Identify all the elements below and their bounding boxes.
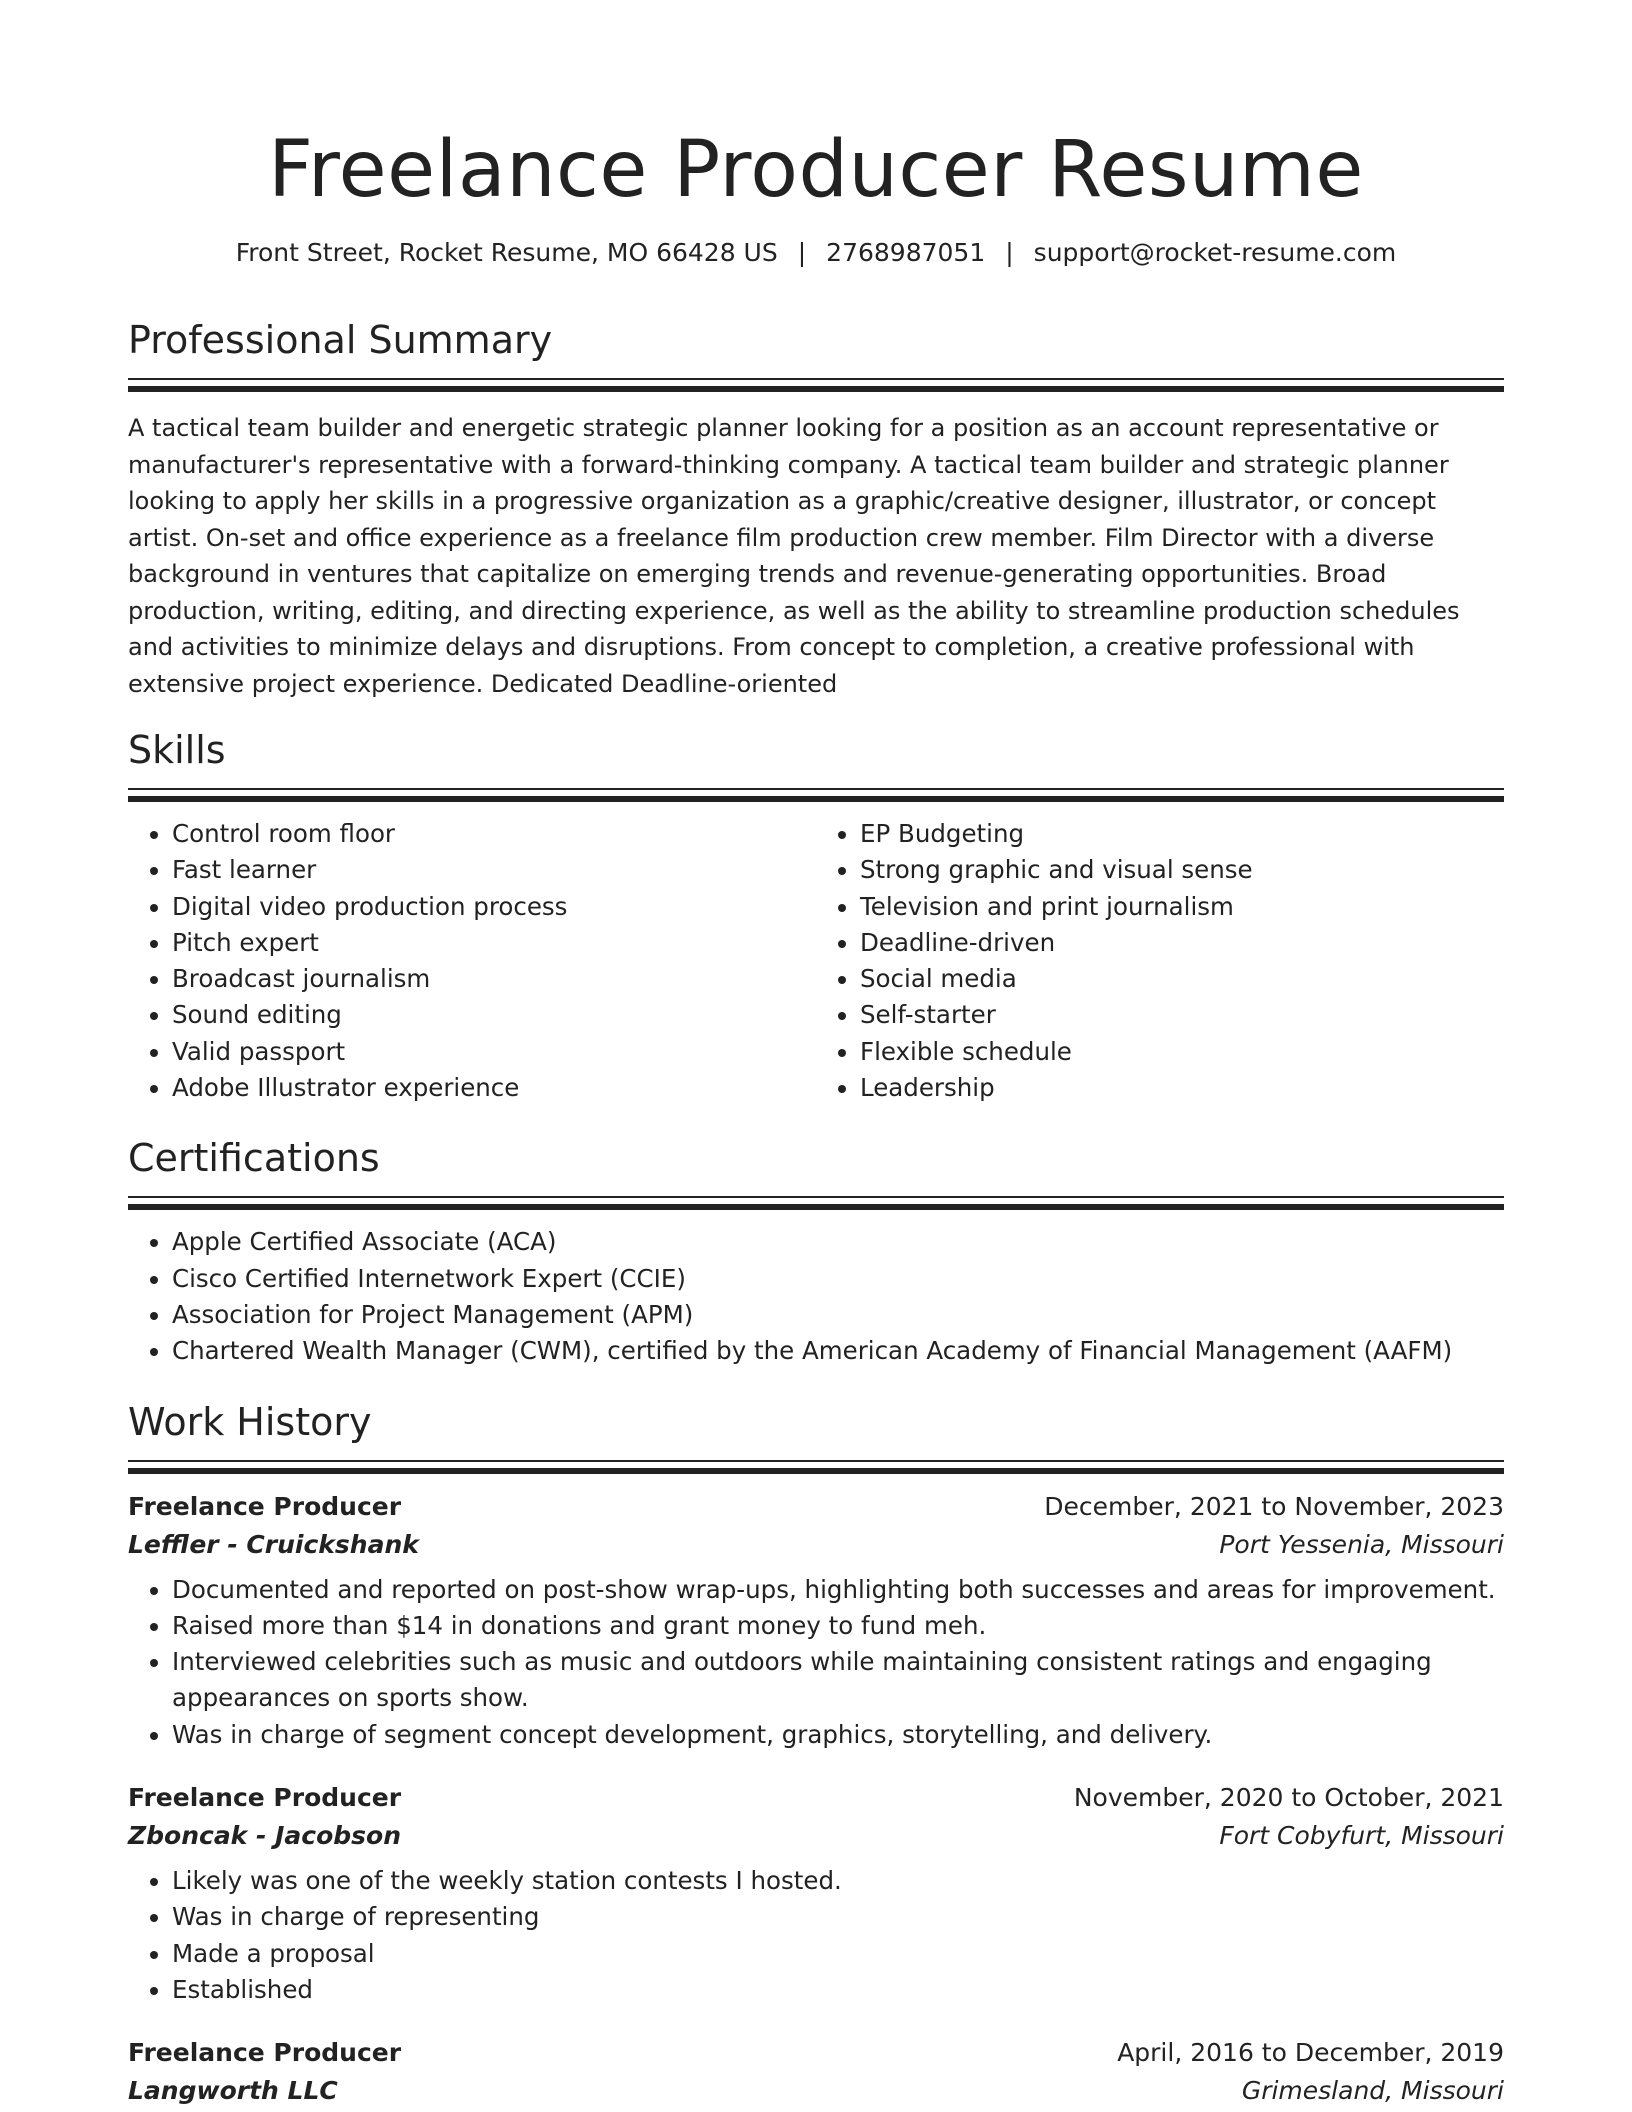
skill-item: • Television and print journalism bbox=[860, 889, 1504, 925]
certification-item: • Apple Certified Associate (ACA) bbox=[172, 1224, 1504, 1260]
phone: 2768987051 bbox=[826, 238, 986, 267]
skill-item: • Pitch expert bbox=[172, 925, 816, 961]
job-bullet: • Established bbox=[172, 1972, 1504, 2008]
job-title: Freelance Producer bbox=[128, 2038, 402, 2068]
section-title-work-history: Work History bbox=[128, 1399, 372, 1444]
separator: | bbox=[1005, 238, 1014, 267]
skills-columns bbox=[128, 816, 1504, 1106]
job-dates: December, 2021 to November, 2023 bbox=[1044, 1491, 1504, 1521]
job-entry bbox=[128, 1488, 1504, 1753]
job-dates: April, 2016 to December, 2019 bbox=[1117, 2038, 1504, 2068]
skill-item: • Deadline-driven bbox=[860, 925, 1504, 961]
skill-item: • Leadership bbox=[860, 1070, 1504, 1106]
job-title: Freelance Producer bbox=[128, 1491, 402, 1521]
job-location: Grimesland, Missouri bbox=[1241, 2076, 1504, 2106]
skill-item: • Flexible schedule bbox=[860, 1034, 1504, 1070]
job-bullet: • Made a proposal bbox=[172, 1936, 1504, 1972]
skill-item: • Adobe Illustrator experience bbox=[172, 1070, 816, 1106]
section-divider bbox=[128, 788, 1504, 802]
job-bullet: • Was in charge of segment concept development, graphics, storytelling, and delivery. bbox=[172, 1717, 1504, 1753]
skill-item: • Digital video production process bbox=[172, 889, 816, 925]
skills-section bbox=[128, 726, 1504, 1106]
job-company: Leffler - Cruickshank bbox=[128, 1529, 419, 1559]
skill-item: • EP Budgeting bbox=[860, 816, 1504, 852]
job-bullets bbox=[128, 1572, 1504, 1753]
skill-item: • Self-starter bbox=[860, 997, 1504, 1033]
skill-item: • Valid passport bbox=[172, 1034, 816, 1070]
skill-item: • Social media bbox=[860, 961, 1504, 997]
job-title: Freelance Producer bbox=[128, 1783, 402, 1813]
summary-text: A tactical team builder and energetic strategic planner looking for a position as an account representative or manufacturer's representative with a forward-thinking company. A tactical team builder and strategic planner looking to apply her skills in a progressive organization as a graphic/creative designer, illustrator, or concept artist. On-set and office experience as a freelance film production crew member. Film Director with a diverse background in ventures that capitalize on emerging trends and revenue-generating opportunities. Broad production, writing, editing, and directing experience, as well as the ability to streamline production schedules and activities to minimize delays and disruptions. From concept to completion, a creative professional with extensive project experience. Dedicated Deadline-oriented bbox=[128, 414, 1460, 698]
certification-item: • Chartered Wealth Manager (CWM), certified by the American Academy of Financial Management (AAFM) bbox=[172, 1333, 1504, 1369]
resume-title: Freelance Producer Resume bbox=[268, 125, 1364, 215]
skills-list-right bbox=[816, 816, 1504, 1106]
job-company: Langworth LLC bbox=[128, 2076, 338, 2106]
contact-line bbox=[128, 236, 1504, 270]
job-bullet: • Interviewed celebrities such as music and outdoors while maintaining consistent ratings and engaging appearances on sports show. bbox=[172, 1644, 1504, 1717]
section-title-summary: Professional Summary bbox=[128, 318, 553, 362]
certification-item: • Cisco Certified Internetwork Expert (CCIE) bbox=[172, 1261, 1504, 1297]
summary-section bbox=[128, 316, 1504, 702]
email: support@rocket-resume.com bbox=[1033, 238, 1397, 267]
job-bullet: • Was in charge of representing bbox=[172, 1899, 1504, 1935]
skills-list-left bbox=[128, 816, 816, 1106]
section-divider bbox=[128, 378, 1504, 392]
skill-item: • Fast learner bbox=[172, 852, 816, 888]
section-divider bbox=[128, 1196, 1504, 1210]
section-title-skills: Skills bbox=[128, 728, 226, 772]
skill-item: • Strong graphic and visual sense bbox=[860, 852, 1504, 888]
skill-item: • Broadcast journalism bbox=[172, 961, 816, 997]
certifications-list bbox=[128, 1224, 1504, 1369]
job-location: Port Yessenia, Missouri bbox=[1219, 1529, 1504, 1559]
job-bullets bbox=[128, 1863, 1504, 2008]
job-entry bbox=[128, 1779, 1504, 2008]
job-bullet: • Documented and reported on post-show wrap-ups, highlighting both successes and areas for improvement. bbox=[172, 1572, 1504, 1608]
certifications-section bbox=[128, 1134, 1504, 1369]
section-title-certifications: Certifications bbox=[128, 1136, 380, 1181]
job-location: Fort Cobyfurt, Missouri bbox=[1219, 1821, 1504, 1851]
job-bullet: • Likely was one of the weekly station contests I hosted. bbox=[172, 1863, 1504, 1899]
skill-item: • Control room floor bbox=[172, 816, 816, 852]
job-dates: November, 2020 to October, 2021 bbox=[1073, 1783, 1504, 1813]
separator: | bbox=[797, 238, 807, 267]
address: Front Street, Rocket Resume, MO 66428 US bbox=[235, 238, 778, 267]
work-history-section bbox=[128, 1398, 1504, 2111]
job-company: Zboncak - Jacobson bbox=[128, 1821, 402, 1851]
section-divider bbox=[128, 1460, 1504, 1474]
skill-item: • Sound editing bbox=[172, 997, 816, 1033]
certification-item: • Association for Project Management (APM) bbox=[172, 1297, 1504, 1333]
job-entry bbox=[128, 2034, 1504, 2110]
job-bullet: • Raised more than $14 in donations and grant money to fund meh. bbox=[172, 1608, 1504, 1644]
